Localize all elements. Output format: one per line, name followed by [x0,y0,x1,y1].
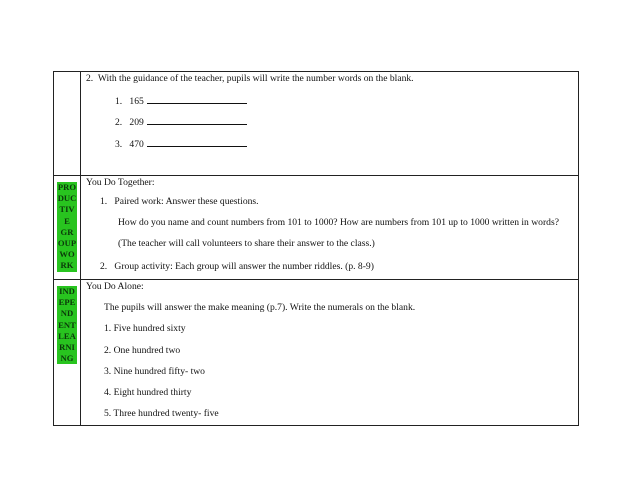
answer-blank[interactable] [147,115,247,125]
row-divider-1 [53,175,579,176]
task1-text: Paired work: Answer these questions. [114,196,259,207]
row3-heading: You Do Alone: [86,281,144,292]
row2-task2 [100,261,374,273]
row2-note: (The teacher will call volunteers to share their answer to the class.) [118,238,375,249]
row1-instruction-text: With the guidance of the teacher, pupils will write the number words on the blank. [97,73,414,84]
task2-text: Group activity: Each group will answer the number riddles. (p. 8-9) [114,261,374,272]
row1-item-number: 2. [86,73,94,84]
row1-list-item [115,115,247,129]
label-line: RNI [59,341,75,352]
row1-item-num: 3. [115,139,123,150]
label-line: RK [60,260,74,271]
table-bottom-border [53,425,579,426]
row1-item-value: 165 [129,96,144,107]
label-line: ND [60,308,74,319]
row3-list-item: 1. Five hundred sixty [104,323,186,334]
label-line: ENT [58,319,76,330]
label-line: DUC [57,193,77,204]
label-line: IND [59,286,75,296]
label-line: E [64,215,70,226]
column-divider [80,71,81,426]
row1-item-value: 209 [129,117,144,128]
row2-question: How do you name and count numbers from 101 to 1000? How are numbers from 101 up to 1000 written in words? [118,217,559,228]
row1-instruction [86,73,414,85]
row-divider-2 [53,279,579,280]
label-line: TIV [59,204,75,215]
label-line: WO [59,249,75,260]
label-line: LEA [58,330,76,341]
label-line: NG [60,353,74,364]
row3-instruction: The pupils will answer the make meaning (p.7). Write the numerals on the blank. [104,302,416,313]
row1-list-item [115,94,247,108]
table-left-border [53,71,54,426]
row3-list-item: 4. Eight hundred thirty [104,387,192,398]
productive-group-work-label [57,182,77,272]
row1-item-num: 1. [115,96,123,107]
label-line: GR [60,226,74,237]
row1-item-num: 2. [115,117,123,128]
task1-number: 1. [100,196,108,207]
table-right-border [578,71,579,426]
row2-heading: You Do Together: [86,177,155,188]
row1-item-value: 470 [129,139,144,150]
answer-blank[interactable] [147,137,247,147]
row3-list-item: 3. Nine hundred fifty- two [104,366,205,377]
independent-learning-label [57,286,77,364]
task2-number: 2. [100,261,108,272]
label-line: EPE [58,297,76,308]
label-line: OUP [57,237,77,248]
answer-blank[interactable] [147,94,247,104]
row2-task1 [100,196,259,208]
label-line: PRO [57,182,77,192]
row3-list-item: 5. Three hundred twenty- five [104,408,219,419]
row1-list-item [115,137,247,151]
row3-list-item: 2. One hundred two [104,345,181,356]
table-top-border [53,71,579,72]
